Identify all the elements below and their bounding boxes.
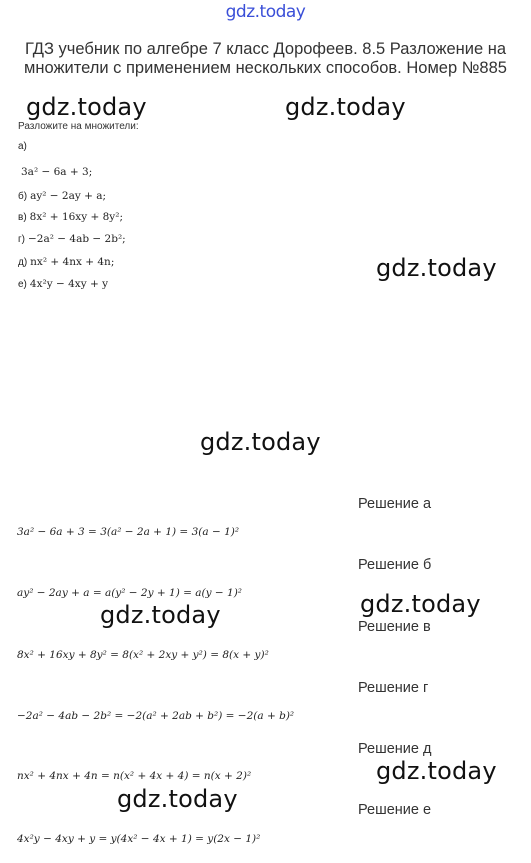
solution-math: 8x² + 16xy + 8y² = 8(x² + 2xy + y²) = 8(x + y)² xyxy=(17,649,269,661)
solution-heading: Решение д xyxy=(358,741,432,757)
solution-math: −2a² − 4ab − 2b² = −2(a² + 2ab + b²) = −2(a + b)² xyxy=(17,710,295,722)
solution-heading: Решение а xyxy=(358,496,432,512)
page-title: ГДЗ учебник по алгебре 7 класс Дорофеев. 8.5 Разложение на множители с применением нескольких способов. Номер №885 xyxy=(24,40,507,77)
task-item-expr: 4x²y − 4xy + y xyxy=(29,278,109,290)
task-item-label: е) xyxy=(18,279,27,290)
task-item xyxy=(18,190,106,202)
watermark: gdz.today xyxy=(117,785,238,813)
task-item-label: б) xyxy=(18,191,28,202)
solution-math: 4x²y − 4xy + y = y(4x² − 4x + 1) = y(2x − 1)² xyxy=(17,833,261,845)
task-item-label: г) xyxy=(18,234,25,245)
task-item-label: д) xyxy=(18,257,28,268)
watermark: gdz.today xyxy=(26,93,147,121)
task-item-expr: 8x² + 16xy + 8y²; xyxy=(29,211,123,223)
watermark: gdz.today xyxy=(200,428,321,456)
solution-math: ay² − 2ay + a = a(y² − 2y + 1) = a(y − 1)² xyxy=(17,587,243,599)
solution-heading: Решение е xyxy=(358,802,432,818)
task-item-expr: ay² − 2ay + a; xyxy=(30,190,107,202)
solution-heading: Решение г xyxy=(358,680,429,696)
task-item-label: в) xyxy=(18,212,27,223)
task-item-label: а) xyxy=(18,141,27,152)
watermark: gdz.today xyxy=(100,601,221,629)
site-logo[interactable]: gdz.today xyxy=(225,2,306,22)
task-item-expr: −2a² − 4ab − 2b²; xyxy=(27,233,126,245)
watermark: gdz.today xyxy=(285,93,406,121)
task-item xyxy=(18,233,126,245)
solution-heading: Решение б xyxy=(358,557,432,573)
watermark: gdz.today xyxy=(376,254,497,282)
task-item-expr: 3a² − 6a + 3; xyxy=(21,166,93,178)
solution-math: 3a² − 6a + 3 = 3(a² − 2a + 1) = 3(a − 1)² xyxy=(17,526,240,538)
watermark: gdz.today xyxy=(360,590,481,618)
task-item xyxy=(18,211,123,223)
task-item xyxy=(18,166,92,178)
task-item xyxy=(18,278,108,290)
task-item xyxy=(18,256,114,268)
task-item-expr: nx² + 4nx + 4n; xyxy=(30,256,115,268)
watermark: gdz.today xyxy=(376,757,497,785)
task-intro: Разложите на множители: xyxy=(18,121,139,132)
solution-heading: Решение в xyxy=(358,619,431,635)
solution-math: nx² + 4nx + 4n = n(x² + 4x + 4) = n(x + 2)² xyxy=(17,770,252,782)
task-item xyxy=(18,140,30,152)
